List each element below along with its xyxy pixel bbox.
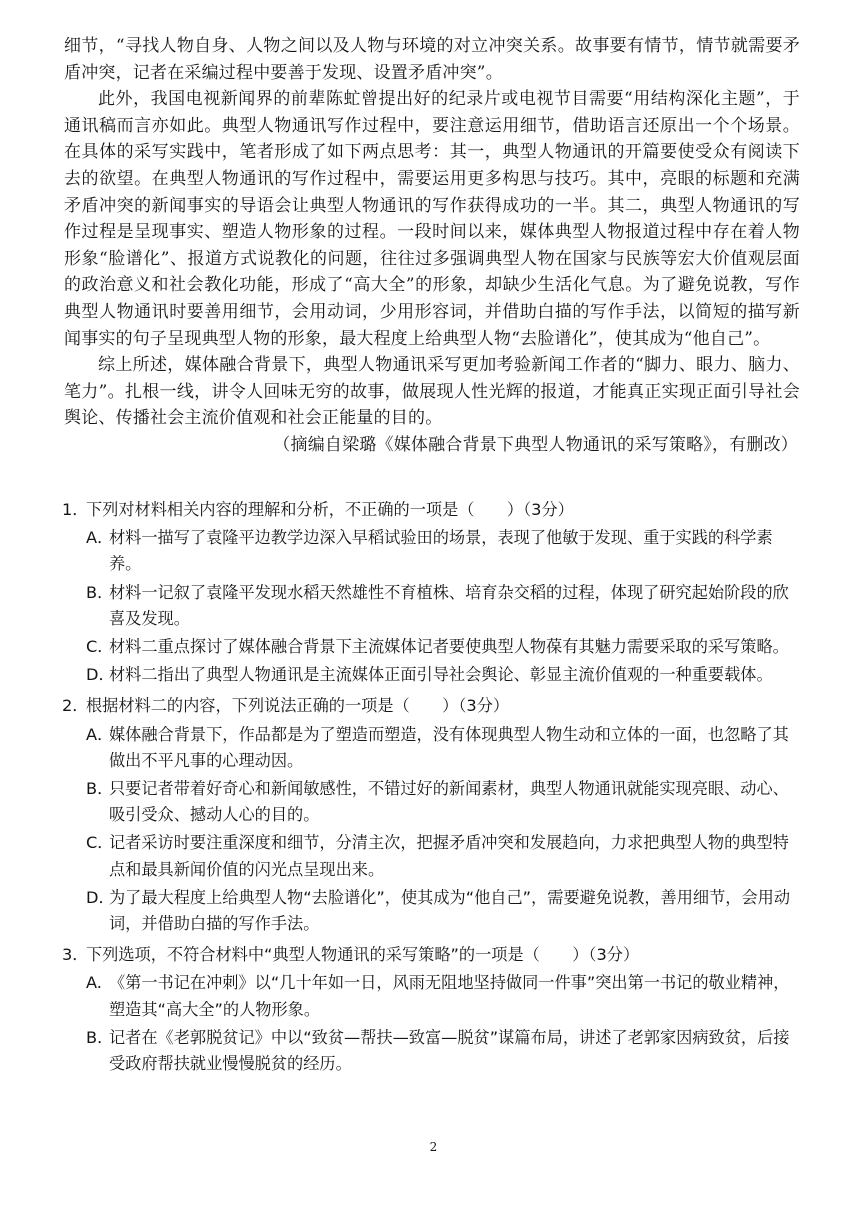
option-a [86, 525, 802, 577]
question-number: 1． [62, 500, 89, 519]
option-letter: A． [86, 528, 114, 548]
option-text: 只要记者带着好奇心和新闻敏感性，不错过好的新闻素材，典型人物通讯就能实现亮眼、动心、吸引受众、撼动人心的目的。 [109, 779, 789, 825]
option-text: 记者采访时要注重深度和细节，分清主次，把握矛盾冲突和发展趋向，力求把典型人物的典型特点和最具新闻价值的闪光点呈现出来。 [109, 833, 789, 879]
option-letter: D． [86, 887, 115, 907]
reading-passage [64, 33, 800, 459]
option-b [86, 580, 802, 632]
question-stem [62, 497, 802, 523]
option-list [86, 722, 802, 938]
question-list [62, 492, 802, 1077]
option-letter: D． [86, 665, 115, 685]
option-c [86, 634, 802, 660]
question-2 [62, 693, 802, 937]
option-letter: A． [86, 724, 114, 744]
option-b [86, 1025, 802, 1077]
passage-paragraph-2: 此外，我国电视新闻界的前辈陈虻曾提出好的纪录片或电视节目需要“用结构深化主题”，于通讯稿而言亦如此。典型人物通讯写作过程中，要注意运用细节，借助语言还原出一个个场景。在具体的采写实践中，笔者形成了如下两点思考：其一，典型人物通讯的开篇要使受众有阅读下去的欲望。在典型人物通讯的写作过程中，需要运用更多构思与技巧。其中，亮眼的标题和充满矛盾冲突的新闻事实的导语会让典型人物通讯的写作获得成功的一半。其二，典型人物通讯的写作过程是呈现事实、塑造人物形象的过程。一段时间以来，媒体典型人物报道过程中存在着人物形象“脸谱化”、报道方式说教化的问题，往往过多强调典型人物在国家与民族等宏大价值观层面的政治意义和社会教化功能，形成了“高大全”的形象，却缺少生活化气息。为了避免说教，写作典型人物通讯时要善用细节，会用动词，少用形容词，并借助白描的写作手法，以简短的描写新闻事实的句子呈现典型人物的形象，最大程度上给典型人物“去脸谱化”，使其成为“他自己”。 [64, 89, 800, 349]
option-list [86, 525, 802, 688]
passage-source: （摘编自梁璐《媒体融合背景下典型人物通讯的采写策略》，有删改） [273, 434, 798, 455]
question-number: 3． [62, 945, 89, 965]
option-d [86, 885, 802, 937]
question-stem [62, 942, 802, 968]
option-c [86, 830, 802, 882]
option-letter: B． [86, 1027, 114, 1047]
question-text: 下列选项，不符合材料中“典型人物通讯的采写策略”的一项是（ ）（3分） [86, 945, 640, 965]
option-b [86, 776, 802, 828]
option-a [86, 970, 802, 1022]
question-3 [62, 942, 802, 1077]
option-letter: A. [86, 973, 102, 993]
option-text: 材料二重点探讨了媒体融合背景下主流媒体记者要使典型人物葆有其魅力需要采取的采写策略。 [109, 637, 789, 657]
option-a [86, 722, 802, 774]
option-text: 媒体融合背景下，作品都是为了塑造而塑造，没有体现典型人物生动和立体的一面，也忽略了其做出不平凡事的心理动因。 [109, 724, 789, 770]
question-1 [62, 497, 802, 688]
option-text: 为了最大程度上给典型人物“去脸谱化”，使其成为“他自己”，需要避免说教，善用细节，会用动词，并借助白描的写作手法。 [109, 887, 791, 934]
question-number: 2． [62, 696, 89, 716]
option-text: 记者在《老郭脱贫记》中以“致贫—帮扶—致富—脱贫”谋篇布局，讲述了老郭家因病致贫，后接受政府帮扶就业慢慢脱贫的经历。 [109, 1027, 790, 1074]
option-letter: B． [86, 779, 114, 799]
option-list [86, 970, 802, 1077]
question-text: 下列对材料相关内容的理解和分析，不正确的一项是（ ）（3分） [86, 500, 574, 519]
passage-paragraph-3: 综上所述，媒体融合背景下，典型人物通讯采写更加考验新闻工作者的“脚力、眼力、脑力、笔力”。扎根一线，讲令人回味无穷的故事，做展现人性光辉的报道，才能真正实现正面引导社会舆论、传播社会主流价值观和社会正能量的目的。 [64, 355, 800, 429]
option-text: 材料一描写了袁隆平边教学边深入早稻试验田的场景，表现了他敏于发现、重于实践的科学素养。 [109, 528, 773, 574]
option-letter: C． [86, 637, 114, 657]
option-letter: C． [86, 833, 114, 853]
page-number: 2 [429, 1140, 438, 1154]
option-text: 《第一书记在冲刺》以“几十年如一日，风雨无阻地坚持做同一件事”突出第一书记的敬业精神，塑造其“高大全”的人物形象。 [109, 973, 790, 1019]
option-text: 材料一记叙了袁隆平发现水稻天然雄性不育植株、培育杂交稻的过程，体现了研究起始阶段的欣喜及发现。 [109, 582, 789, 628]
question-text: 根据材料二的内容，下列说法正确的一项是（ ）（3分） [86, 696, 510, 716]
option-letter: B． [86, 582, 114, 602]
option-text: 材料二指出了典型人物通讯是主流媒体正面引导社会舆论、彰显主流价值观的一种重要载体。 [109, 665, 773, 685]
passage-paragraph-1: 细节，“寻找人物自身、人物之间以及人物与环境的对立冲突关系。故事要有情节，情节就需要矛盾冲突，记者在采编过程中要善于发现、设置矛盾冲突”。 [64, 36, 800, 83]
option-d [86, 662, 802, 688]
question-stem [62, 693, 802, 719]
